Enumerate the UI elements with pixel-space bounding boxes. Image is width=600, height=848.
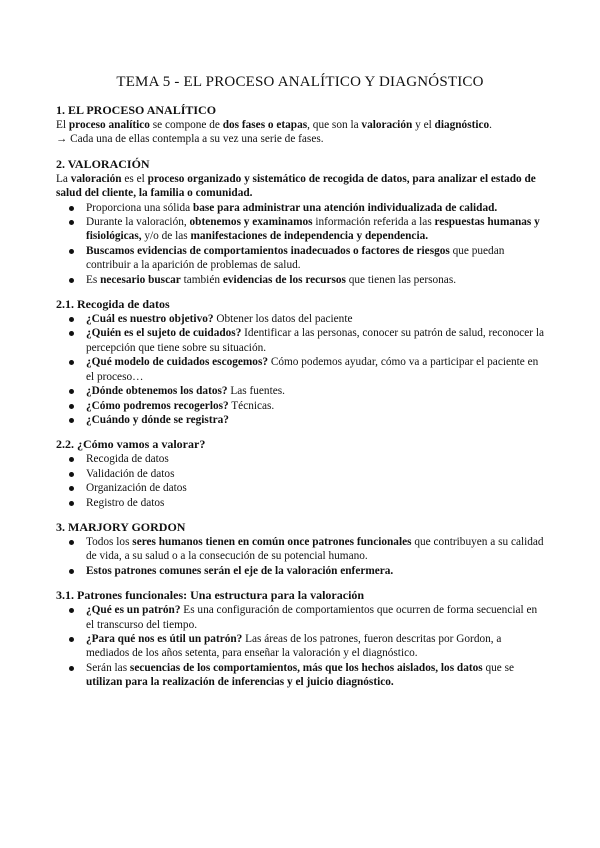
list-item — [86, 632, 546, 661]
bold-text: valoración — [361, 119, 413, 131]
bullet-list — [56, 452, 546, 510]
text: Serán las — [86, 661, 130, 674]
text: El — [56, 119, 69, 131]
paragraph: → Cada una de ellas contempla a su vez una serie de fases. — [56, 133, 324, 146]
bold-text: diagnóstico — [434, 119, 490, 131]
list-item — [86, 413, 546, 427]
bold-text: ¿Qué es un patrón? — [86, 604, 181, 617]
bold-text: valoración — [70, 172, 122, 185]
text: Proporciona una sólida — [86, 201, 193, 214]
text: Identificar a las personas, conocer su patrón de salud, reconocer la percepción que tiene sobre su situación. — [86, 327, 545, 354]
list-item — [86, 384, 546, 398]
list-item — [86, 326, 546, 355]
text: información referida a las — [312, 216, 435, 229]
text: que se — [482, 661, 515, 674]
list-item — [86, 244, 546, 273]
text: Cómo podemos ayudar, cómo va a participar el paciente en el proceso… — [86, 356, 539, 383]
bold-text: ¿Qué modelo de cuidados escogemos? — [86, 356, 269, 369]
list-item: Registro de datos — [86, 496, 546, 510]
text: y el — [412, 119, 435, 131]
list-item — [86, 603, 546, 632]
section-proceso-analitico — [56, 103, 546, 147]
list-item — [86, 312, 546, 326]
paragraph — [56, 172, 546, 201]
bold-text: ¿Para qué nos es útil un patrón? — [86, 632, 243, 645]
text: La — [56, 172, 71, 185]
text: , que son la — [307, 119, 362, 131]
text: es el — [121, 172, 148, 185]
bold-text: secuencias de los comportamientos, más que los hechos aislados, los datos — [129, 661, 483, 674]
bold-text: ¿Quién es el sujeto de cuidados? — [86, 327, 242, 340]
bold-text: proceso organizado y sistemático de recogida de datos, para analizar el estado de salud del cliente, la familia o comunidad. — [56, 172, 536, 200]
section-marjory-gordon — [56, 520, 546, 578]
list-item — [86, 201, 546, 215]
bold-text: obtenemos y examinamos — [189, 216, 313, 229]
text: Es una configuración de comportamientos que ocurren de forma secuencial en el transcurso del tiempo. — [86, 604, 538, 631]
page-title: TEMA 5 - EL PROCESO ANALÍTICO Y DIAGNÓSTICO — [116, 74, 484, 90]
text: Las fuentes. — [227, 385, 285, 398]
text: Durante la valoración, — [86, 216, 190, 229]
bold-text: necesario buscar — [100, 273, 181, 286]
list-item — [86, 661, 546, 690]
bullet-list — [56, 603, 546, 689]
section-recogida-datos — [56, 297, 546, 427]
section-valoracion — [56, 157, 546, 287]
text: que tienen las personas. — [345, 273, 457, 286]
bold-text: respuestas humanas y fisiológicas, — [86, 216, 540, 243]
list-item: Recogida de datos — [86, 452, 546, 466]
bullet-list — [56, 535, 546, 578]
list-item: Validación de datos — [86, 467, 546, 481]
section-heading: 3.1. Patrones funcionales: Una estructura para la valoración — [56, 588, 365, 603]
bold-text: proceso analítico — [68, 119, 150, 131]
text: que contribuyen a su calidad de vida, a su salud o a la consecución de su potencial humano. — [86, 535, 544, 563]
text: Obtener los datos del paciente — [213, 313, 353, 326]
text: Es — [86, 273, 101, 286]
bold-text: Buscamos evidencias de comportamientos inadecuados o factores de riesgos — [86, 244, 450, 257]
text: también — [180, 273, 223, 286]
bullet-list — [56, 201, 546, 287]
section-heading: 2.2. ¿Cómo vamos a valorar? — [56, 437, 206, 452]
list-item — [86, 564, 546, 578]
bold-text: Estos patrones comunes serán el eje de la valoración enfermera. — [86, 564, 394, 577]
text: Las áreas de los patrones, fueron descritas por Gordon, a mediados de los años setenta, para enseñar la valoración y el diagnóstico. — [86, 632, 502, 660]
section-heading: 3. MARJORY GORDON — [56, 519, 186, 534]
text: . — [489, 119, 492, 131]
section-heading: 1. EL PROCESO ANALÍTICO — [56, 103, 217, 117]
bold-text: ¿Cuál es nuestro objetivo? — [86, 313, 214, 326]
bold-text: base para administrar una atención individualizada de calidad. — [192, 201, 498, 214]
bold-text: evidencias de los recursos — [222, 273, 346, 286]
text: Todos los — [86, 535, 133, 548]
list-item — [86, 215, 546, 244]
text: Técnicas. — [228, 399, 275, 412]
section-heading: 2. VALORACIÓN — [56, 156, 150, 171]
bullet-list — [56, 312, 546, 427]
text: se compone de — [149, 119, 223, 131]
section-patrones-funcionales — [56, 588, 546, 689]
list-item: Organización de datos — [86, 481, 546, 495]
list-item — [86, 273, 546, 287]
list-item — [86, 535, 546, 564]
section-heading: 2.1. Recogida de datos — [56, 297, 170, 312]
bold-text: utilizan para la realización de inferencias y el juicio diagnóstico. — [86, 676, 394, 689]
text: y/o de las — [141, 230, 191, 243]
bold-text: ¿Cómo podremos recogerlos? — [86, 399, 229, 412]
bold-text: manifestaciones de independencia y dependencia. — [190, 230, 429, 243]
document-body — [56, 103, 546, 700]
bold-text: dos fases o etapas — [222, 119, 308, 131]
paragraph — [56, 118, 546, 132]
bold-text: ¿Cuándo y dónde se registra? — [86, 413, 229, 426]
bold-text: seres humanos tienen en común once patrones funcionales — [132, 535, 412, 548]
section-como-valorar — [56, 437, 546, 510]
text: que puedan contribuir a la aparición de problemas de salud. — [86, 244, 505, 272]
bold-text: ¿Dónde obtenemos los datos? — [86, 385, 228, 398]
list-item — [86, 355, 546, 384]
list-item — [86, 399, 546, 413]
